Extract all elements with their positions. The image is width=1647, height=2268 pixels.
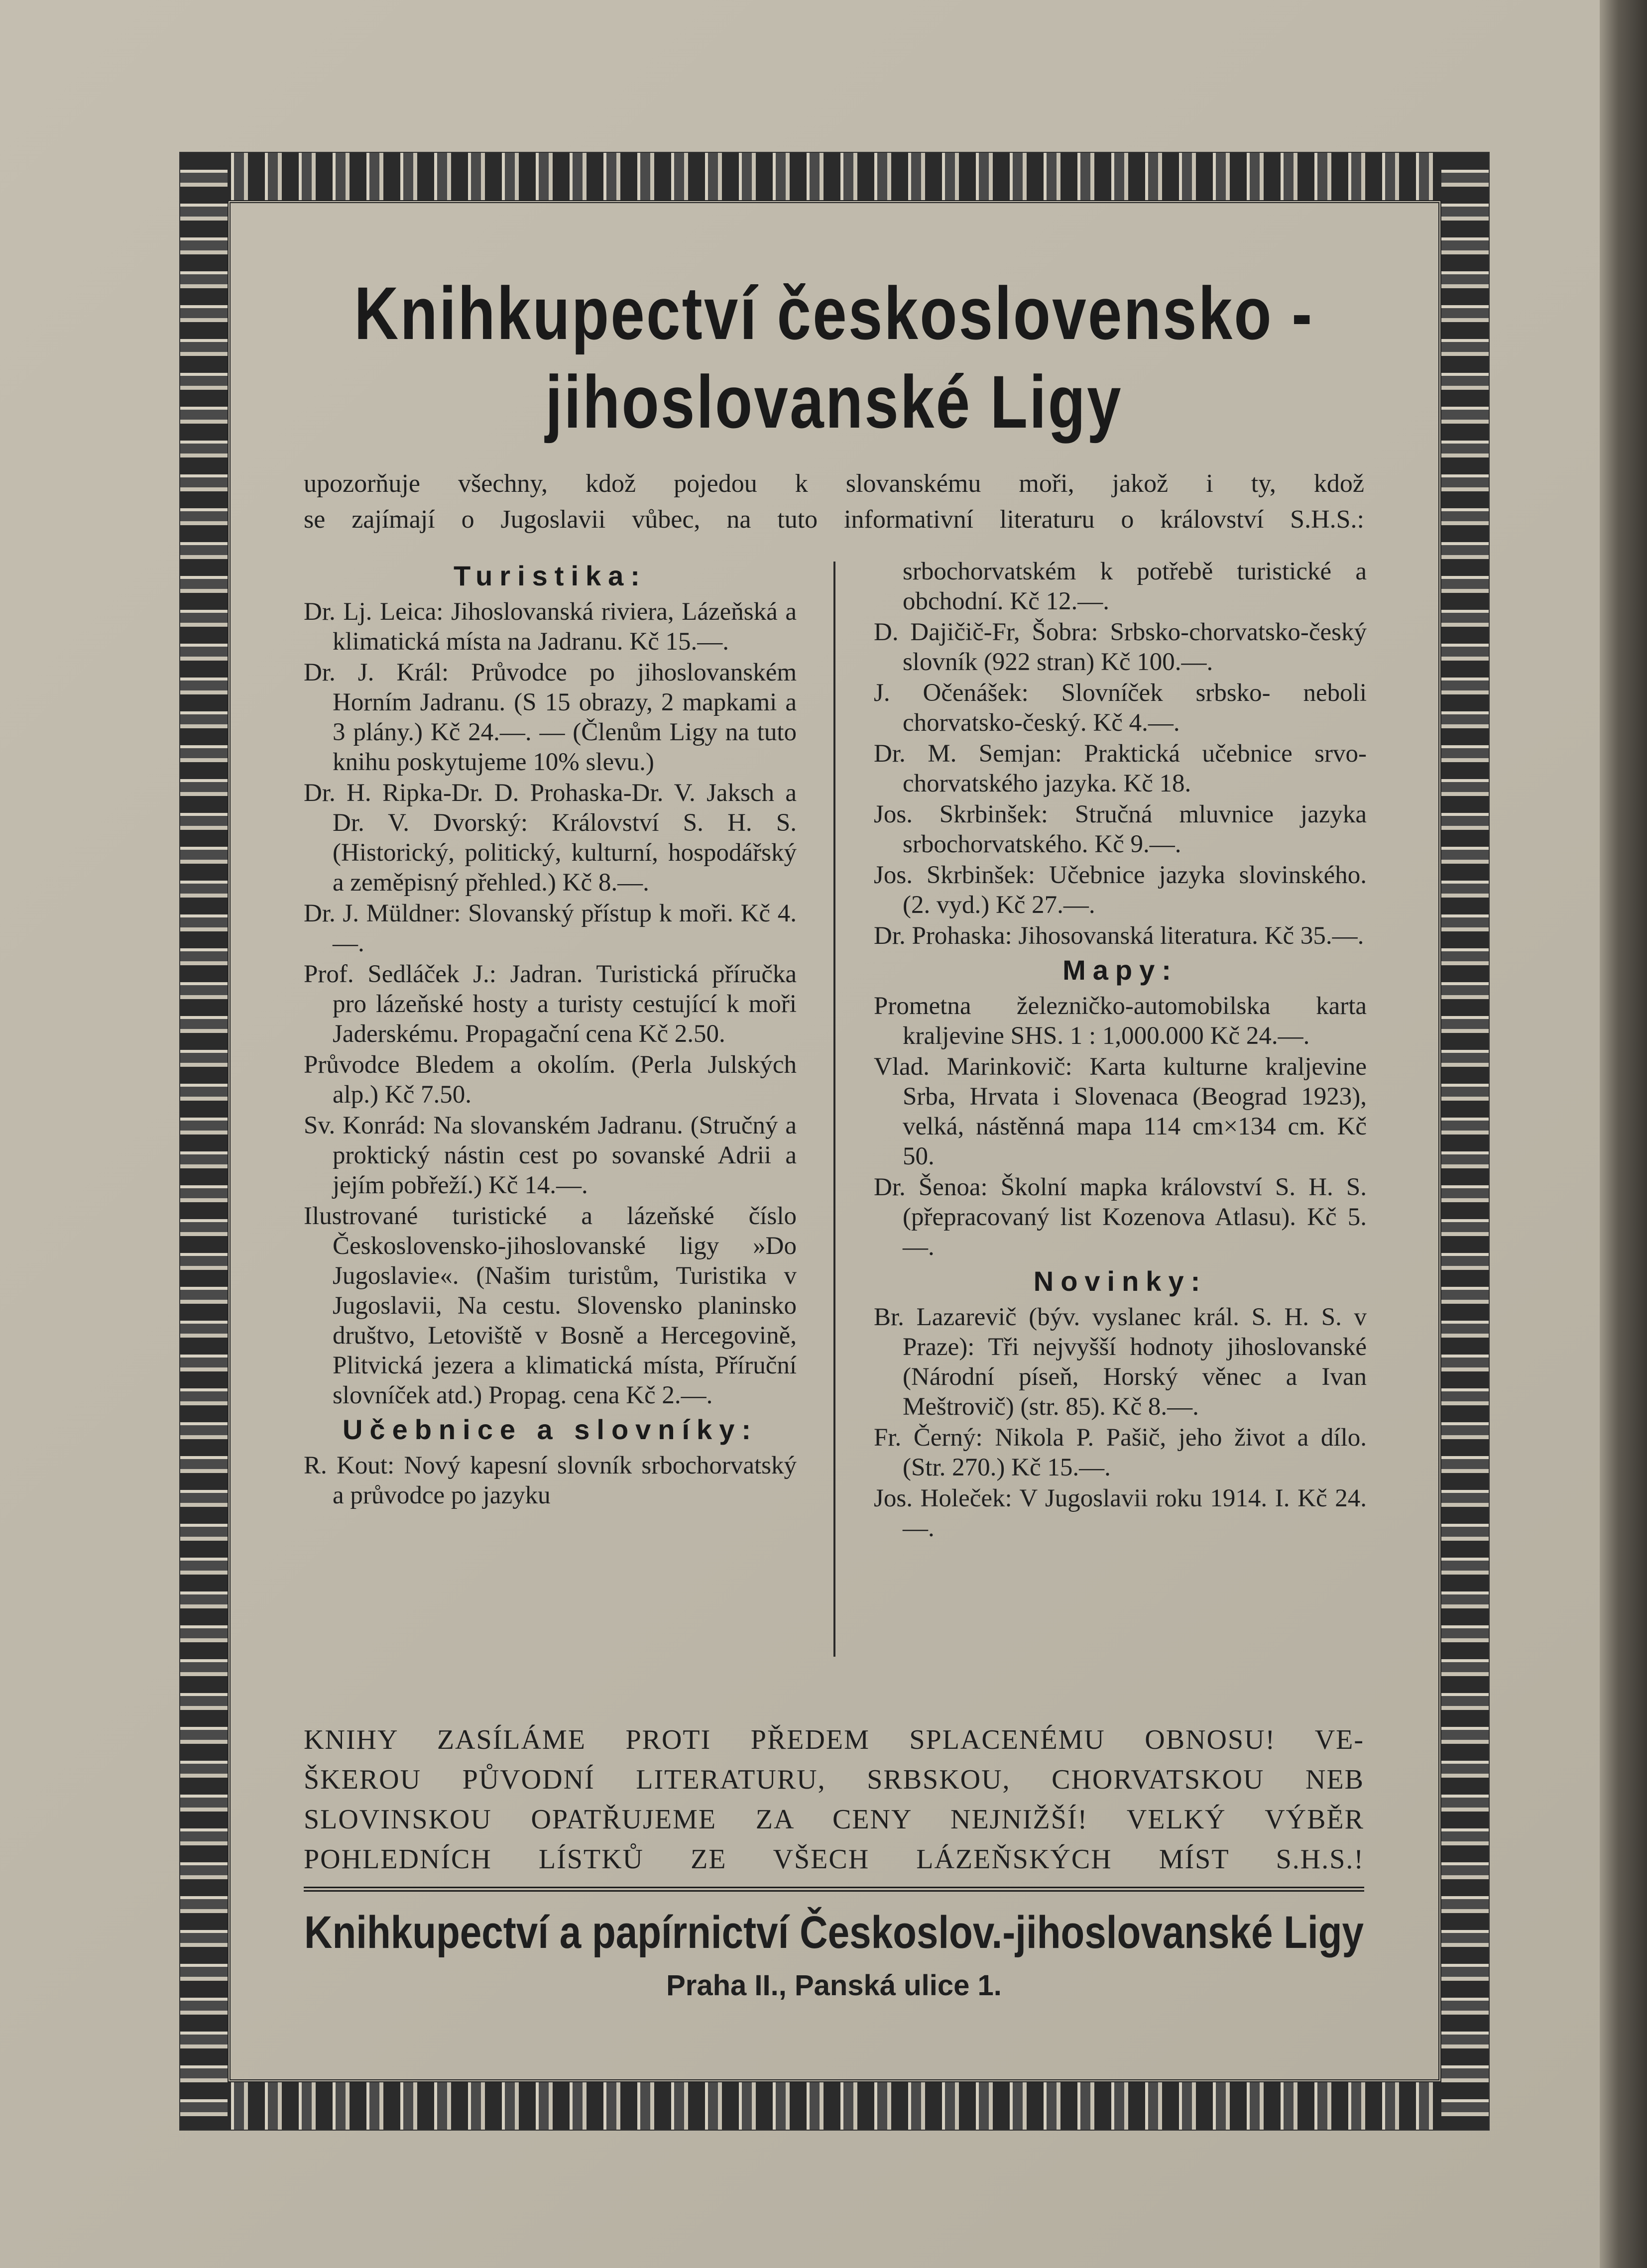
advertisement-content [304, 269, 1367, 1677]
border-right [1441, 153, 1489, 2130]
publisher-address: Praha II., Panská ulice 1. [666, 1969, 1002, 2002]
list-item: Dr. M. Semjan: Praktická učebnice srvo-chorvatského jazyka. Kč 18. [874, 740, 1367, 797]
intro-line-1: upozorňuje všechny, kdož pojedou k slovanskému moři, jakož i ty, kdož [304, 469, 1364, 498]
list-item-continued: srbochorvatském k potřebě turistické a obchodní. Kč 12.—. [903, 558, 1367, 615]
catalog-columns [304, 557, 1367, 1677]
notice-line-1: KNIHY ZASÍLÁME PROTI PŘEDEM SPLACENÉMU OBNOSU! VE- [304, 1724, 1364, 1755]
list-item: Jos. Holeček: V Jugoslavii roku 1914. I. Kč 24.—. [874, 1484, 1367, 1542]
list-item: Průvodce Bledem a okolím. (Perla Julských alp.) Kč 7.50. [304, 1051, 797, 1109]
list-item: Fr. Černý: Nikola P. Pašič, jeho život a dílo. (Str. 270.) Kč 15.—. [874, 1424, 1367, 1481]
left-column [304, 557, 797, 1511]
border-left [180, 153, 228, 2130]
list-item: R. Kout: Nový kapesní slovník srbochorvatský a průvodce po jazyku [304, 1452, 797, 1509]
section-heading-turistika: Turistika: [454, 560, 647, 591]
list-item: Dr. Šenoa: Školní mapka království S. H. S. (přepracovaný list Kozenova Atlasu). Kč 5.—. [874, 1173, 1367, 1261]
right-column [874, 557, 1367, 1544]
section-heading-mapy: Mapy: [1062, 954, 1178, 986]
publisher-name: Knihkupectví a papírnictví Českoslov.-jihoslovanské Ligy [304, 1907, 1364, 1958]
notice-line-3: SLOVINSKOU OPATŘUJEME ZA CENY NEJNIŽŠÍ! VELKÝ VÝBĚR [304, 1804, 1364, 1835]
page-title [303, 269, 1365, 446]
column-divider [833, 562, 835, 1657]
border-top [180, 153, 1489, 200]
list-item: Sv. Konrád: Na slovanském Jadranu. (Stručný a proktický nástin cest po sovanské Adrii a jejím pobřeží.) Kč 14.—. [304, 1112, 797, 1199]
list-item: Dr. Prohaska: Jihosovanská literatura. Kč 35.—. [874, 922, 1364, 950]
list-item: Prof. Sedláček J.: Jadran. Turistická příručka pro lázeňské hosty a turisty cestující k moři Jaderskému. Propagační cena Kč 2.50. [304, 960, 797, 1048]
border-bottom [180, 2082, 1489, 2130]
list-item: Ilustrované turistické a lázeňské číslo Československo-jihoslovanské ligy »Do Jugoslavie«. (Našim turistům, Turistika v Jugoslavii, Na cestu. Slovensko planinsko društvo, Letoviště v Bosně a Hercegovině, Plitvická jezera a klimatická místa, Příruční slovníček atd.) Propag. cena Kč 2.—. [304, 1202, 797, 1409]
notice-line-2: ŠKEROU PŮVODNÍ LITERATURU, SRBSKOU, CHORVATSKOU NEB [304, 1764, 1364, 1795]
list-item: Br. Lazarevič (býv. vyslanec král. S. H. S. v Praze): Tři nejvyšší hodnoty jihoslovanské (Národní píseň, Horský věnec a Ivan Meštrovič) (str. 85). Kč 8.—. [874, 1303, 1367, 1421]
list-item: Dr. H. Ripka-Dr. D. Prohaska-Dr. V. Jaksch a Dr. V. Dvorský: Království S. H. S. (Historický, politický, kulturní, hospodářský a zeměpisný přehled.) Kč 8.—. [304, 779, 797, 897]
order-notice [304, 1720, 1364, 1879]
notice-line-4: POHLEDNÍCH LÍSTKŮ ZE VŠECH LÁZEŇSKÝCH MÍST S.H.S.! [304, 1844, 1364, 1875]
list-item: Jos. Skrbinšek: Stručná mluvnice jazyka srbochorvatského. Kč 9.—. [874, 800, 1367, 858]
section-heading-ucebnice: Učebnice a slovníky: [342, 1414, 758, 1445]
list-item: Jos. Skrbinšek: Učebnice jazyka slovinského. (2. vyd.) Kč 27.—. [874, 861, 1367, 919]
list-item: Prometna železničko-automobilska karta kraljevine SHS. 1 : 1,000.000 Kč 24.—. [874, 992, 1367, 1050]
title-line-2: jihoslovanské Ligy [545, 360, 1123, 444]
scan-edge [1600, 0, 1647, 2268]
intro-paragraph [304, 466, 1364, 538]
title-line-1: Knihkupectví československo - [354, 271, 1314, 355]
list-item: Vlad. Marinkovič: Karta kulturne kraljevine Srba, Hrvata i Slovenaca (Beograd 1923), velká, nástěnná mapa 114 cm×134 cm. Kč 50. [874, 1053, 1367, 1170]
section-heading-novinky: Novinky: [1033, 1265, 1207, 1297]
list-item: Dr. J. Král: Průvodce po jihoslovanském Horním Jadranu. (S 15 obrazy, 2 mapkami a 3 plány.) Kč 24.—. — (Členům Ligy na tuto knihu poskytujeme 10% slevu.) [304, 659, 797, 776]
double-rule [304, 1887, 1364, 1892]
list-item: Dr. Lj. Leica: Jihoslovanská riviera, Lázeňská a klimatická místa na Jadranu. Kč 15.—. [304, 598, 797, 656]
list-item: J. Očenášek: Slovníček srbsko- neboli chorvatsko-český. Kč 4.—. [874, 679, 1367, 737]
list-item: Dr. J. Müldner: Slovanský přístup k moři. Kč 4.—. [304, 900, 797, 957]
intro-line-2: se zajímají o Jugoslavii vůbec, na tuto informativní literaturu o království S.H.S.: [304, 505, 1364, 534]
list-item: D. Dajičič-Fr, Šobra: Srbsko-chorvatsko-český slovník (922 stran) Kč 100.—. [874, 618, 1367, 676]
